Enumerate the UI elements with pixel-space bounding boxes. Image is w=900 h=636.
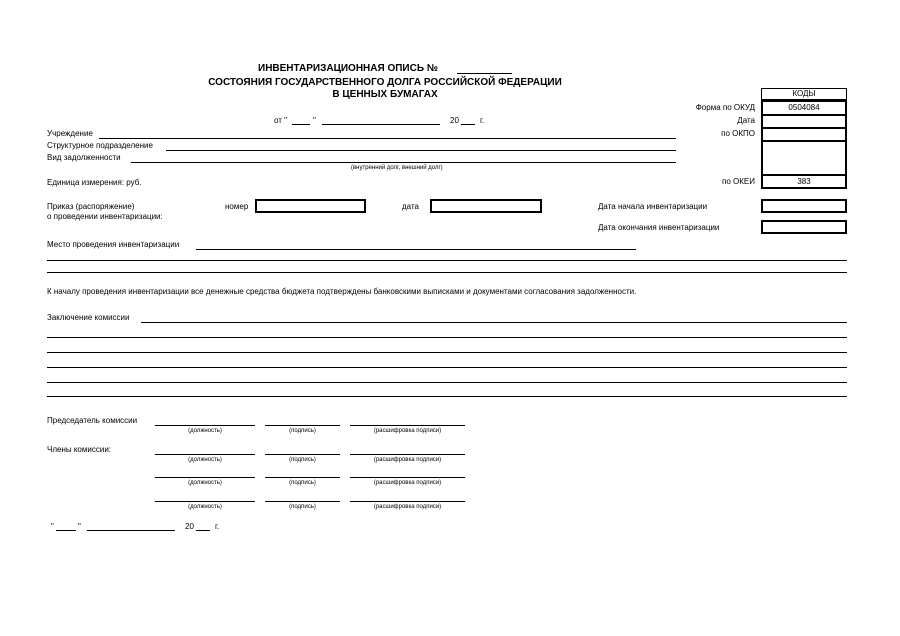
chairman-position-hint: (должность) [188,428,222,434]
date-year-line[interactable] [461,124,475,125]
start-date-input[interactable] [761,199,847,213]
place-line-2[interactable] [47,260,847,261]
codes-divider-2 [762,127,846,129]
codes-header-cell [761,88,847,100]
subdivision-label: Структурное подразделение [47,141,153,150]
unit-label: Единица измерения: руб. [47,178,142,187]
conclusion-label: Заключение комиссии [47,313,130,322]
okud-label: Форма по ОКУД [695,103,755,112]
footer-year-line[interactable] [196,530,210,531]
place-label: Место проведения инвентаризации [47,240,180,249]
date-label: дата [402,202,419,211]
codes-divider-1 [762,114,846,116]
conclusion-line-4[interactable] [47,367,847,368]
debt-hint: (внутренний долг, внешний долг) [351,165,443,171]
codes-divider-3 [762,140,846,142]
conclusion-line-5[interactable] [47,382,847,383]
debt-type-line[interactable] [131,162,676,163]
chairman-label: Председатель комиссии [47,416,138,425]
codes-header: КОДЫ [792,89,816,98]
member3-position-line[interactable] [155,501,255,502]
member2-decoding-line[interactable] [350,477,465,478]
member2-position-hint: (должность) [188,480,222,486]
footer-day-line[interactable] [56,530,76,531]
member1-decoding-line[interactable] [350,454,465,455]
date-code-label: Дата [737,116,755,125]
chairman-position-line[interactable] [155,425,255,426]
place-line[interactable] [196,249,636,250]
order-date-input[interactable] [430,199,542,213]
institution-label: Учреждение [47,129,93,138]
member3-signature-hint: (подпись) [289,504,316,510]
member1-signature-hint: (подпись) [289,457,316,463]
member2-signature-line[interactable] [265,477,340,478]
members-label: Члены комиссии: [47,445,112,454]
number-label: номер [225,202,249,211]
date-month-line[interactable] [322,124,440,125]
codes-divider-4 [762,174,846,176]
date-from-label: от " [274,116,287,125]
chairman-signature-hint: (подпись) [289,428,316,434]
okei-label: по ОКЕИ [722,177,755,186]
end-date-label: Дата окончания инвентаризации [598,223,720,232]
order-label-1: Приказ (распоряжение) [47,202,135,211]
member2-signature-hint: (подпись) [289,480,316,486]
footer-year: 20 [185,522,194,531]
member3-decoding-hint: (расшифровка подписи) [373,504,442,510]
member1-signature-line[interactable] [265,454,340,455]
member1-position-hint: (должность) [188,457,222,463]
footer-quote-close: " [78,522,81,531]
place-line-3[interactable] [47,272,847,273]
title-line1: ИНВЕНТАРИЗАЦИОННАЯ ОПИСЬ № [258,63,438,74]
footer-month-line[interactable] [87,530,175,531]
member3-decoding-line[interactable] [350,501,465,502]
start-date-label: Дата начала инвентаризации [598,202,708,211]
member2-decoding-hint: (расшифровка подписи) [373,480,442,486]
conclusion-line-1[interactable] [141,322,847,323]
chairman-signature-line[interactable] [265,425,340,426]
date-g-label: г. [480,116,485,125]
order-label-2: о проведении инвентаризации: [47,212,163,221]
end-date-input[interactable] [761,220,847,234]
chairman-decoding-hint: (расшифровка подписи) [373,428,442,434]
chairman-decoding-line[interactable] [350,425,465,426]
member2-position-line[interactable] [155,477,255,478]
title-line3: В ЦЕННЫХ БУМАГАХ [332,89,438,100]
member3-signature-line[interactable] [265,501,340,502]
order-number-input[interactable] [255,199,366,213]
okpo-label: по ОКПО [721,129,755,138]
title-line2: СОСТОЯНИЯ ГОСУДАРСТВЕННОГО ДОЛГА РОССИЙСКОЙ ФЕДЕРАЦИИ [208,77,562,88]
okud-value: 0504084 [788,103,820,112]
date-day-line[interactable] [292,124,310,125]
member1-decoding-hint: (расшифровка подписи) [373,457,442,463]
member3-position-hint: (должность) [188,504,222,510]
conclusion-line-6[interactable] [47,396,847,397]
debt-type-label: Вид задолженности [47,153,121,162]
institution-line[interactable] [99,138,676,139]
conclusion-line-3[interactable] [47,352,847,353]
doc-number-line[interactable] [457,73,512,74]
footer-g: г. [215,522,220,531]
footer-quote-open: " [51,522,54,531]
date-year-label: 20 [450,116,459,125]
date-quote: " [313,116,316,125]
okei-value: 383 [797,177,811,186]
statement-text: К началу проведения инвентаризации все денежные средства бюджета подтверждены банковскими выписками и документами согласования задолженности. [47,287,637,296]
member1-position-line[interactable] [155,454,255,455]
conclusion-line-2[interactable] [47,337,847,338]
subdivision-line[interactable] [166,150,676,151]
